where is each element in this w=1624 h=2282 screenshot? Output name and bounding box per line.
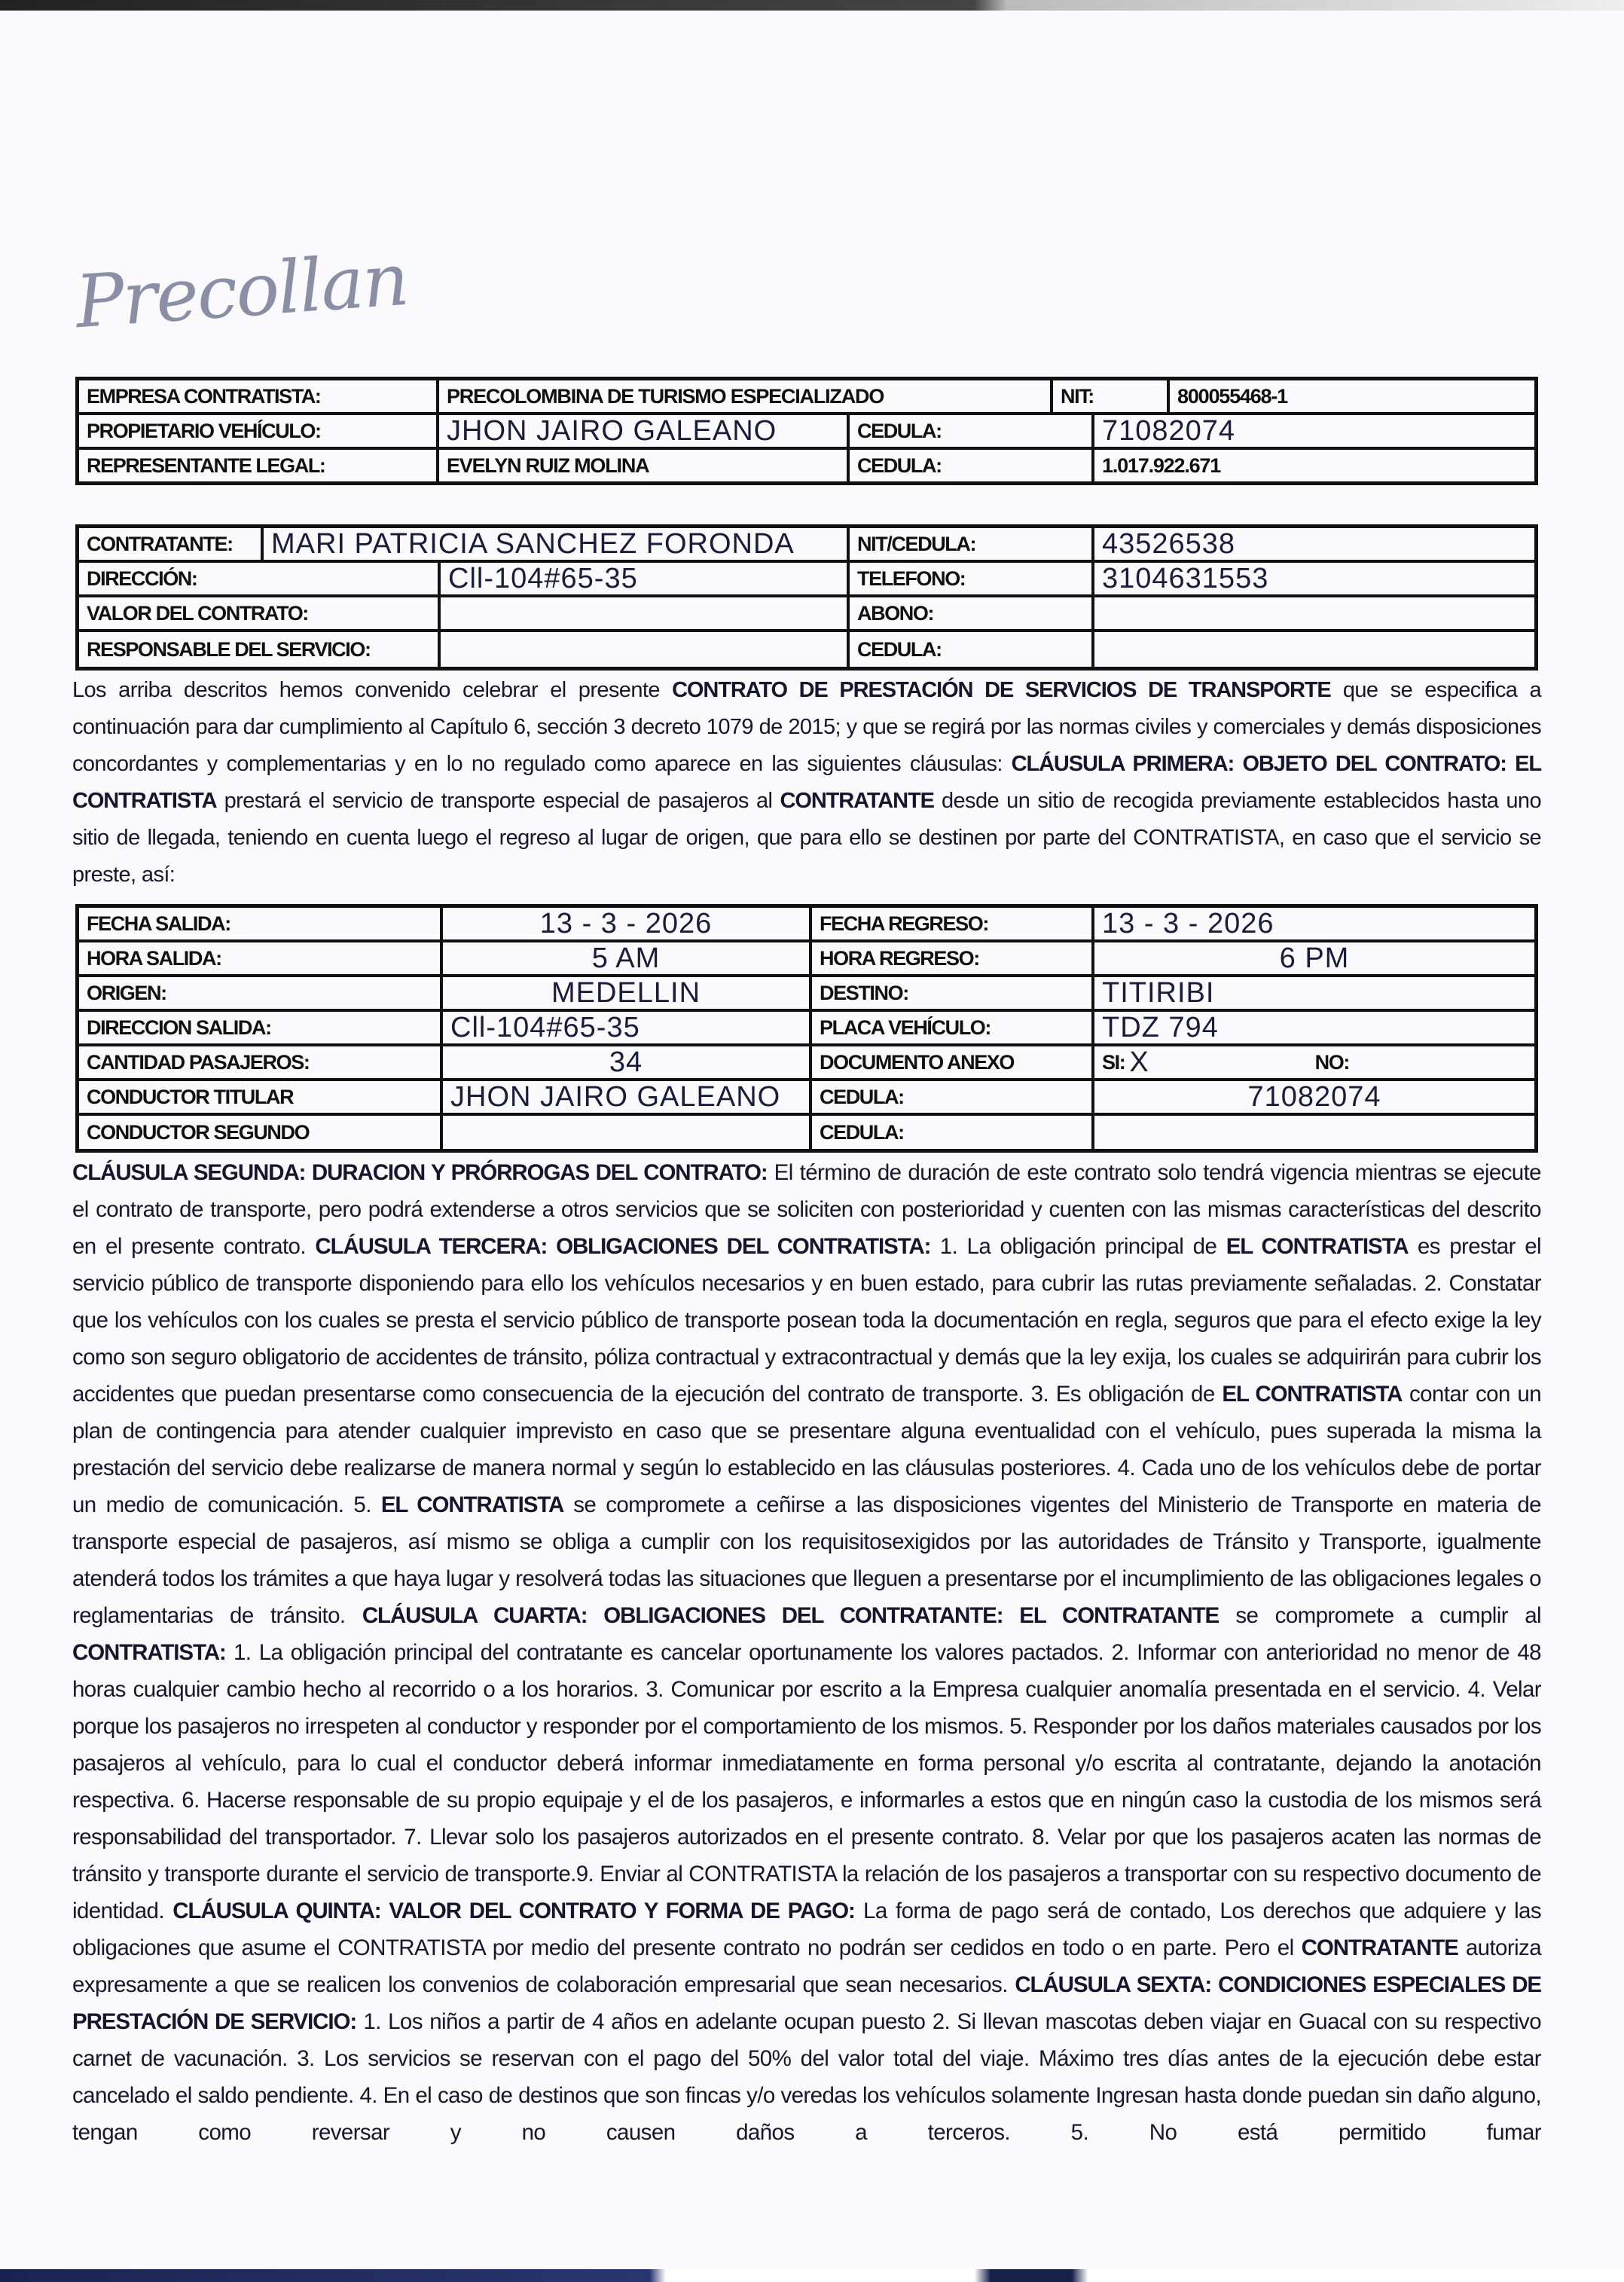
trip-table	[75, 904, 1538, 1153]
scan-top-edge	[0, 0, 1624, 11]
placa-label: PLACA VEHÍCULO:	[812, 1012, 1094, 1043]
pasajeros-value: 34	[443, 1046, 812, 1078]
row-direccion-salida	[79, 1012, 1534, 1046]
representante-value: EVELYN RUIZ MOLINA	[439, 450, 850, 481]
row-direccion	[79, 563, 1534, 597]
scan-bottom-edge	[0, 2269, 1624, 2282]
text-run: se compromete a ceñirse a las disposiciones vigentes del Ministerio de Transporte en materia de transporte especial de pasajeros, así mismo se obliga a cumplir con los requisitosexigidos por las autoridades de Tránsito y Transporte, igualmente atenderá todos los trámites a que haya lugar y resolverá todas las situaciones que lleguen a presentarse por el incumplimiento de las obligaciones legales o reglamentarias de tránsito.	[72, 1492, 1541, 1628]
conductor-titular-value: JHON JAIRO GALEANO	[443, 1081, 812, 1113]
text-run: 1. La obligación principal de	[930, 1234, 1226, 1259]
text-run: 1. Los niños a partir de 4 años en adelante ocupan puesto 2. Si llevan mascotas deben viajar en Guacal con su respectivo carnet de vacunación. 3. Los servicios se reservan con el pago del 50% del valor total del viaje. Máximo tres días antes de la ejecución debe estar cancelado el saldo pendiente. 4. En el caso de destinos que son fincas y/o veredas los vehículos solamente Ingresan hasta donde puedan sin daño alguno, tengan como reversar y no causen daños a terceros. 5. No está permitido fumar	[72, 2009, 1541, 2145]
bold-text-run: CONTRATISTA:	[72, 1640, 226, 1665]
company-table	[75, 377, 1538, 485]
row-contratante	[79, 528, 1534, 563]
text-run: que se especifica a continuación para dar cumplimiento al Capítulo 6, sección 3 decreto 1079 de 2015; y que se regirá por las normas civiles y comerciales y demás disposiciones concordantes y complementarias y en lo no regulado como aparece en las siguientes cláusulas:	[72, 678, 1541, 776]
contratante-value: MARI PATRICIA SANCHEZ FORONDA	[264, 528, 850, 560]
text-run: prestará el servicio de transporte especial de pasajeros al	[216, 789, 780, 813]
bold-text-run: CLÁUSULA TERCERA: OBLIGACIONES DEL CONTRATISTA:	[315, 1234, 931, 1259]
text-run: es prestar el servicio público de transporte disponiendo para ello los vehículos necesarios y en buen estado, para cubrir las rutas previamente señaladas. 2. Constatar que los vehículos con los cuales se presta el servicio público de transporte posean toda la documentación en regla, seguros que para el efecto exige la ley como son seguro obligatorio de accidentes de tránsito, póliza contractual y extracontractual y demás que la ley exija, los cuales se adquirirán para cubrir los accidentes que puedan presentarse como consecuencia de la ejecución del contrato de transporte. 3. Es obligación de	[72, 1234, 1541, 1407]
representante-label: REPRESENTANTE LEGAL:	[79, 450, 439, 481]
bold-text-run: CONTRATANTE	[780, 789, 934, 813]
responsable-cedula-value	[1094, 632, 1534, 667]
telefono-value: 3104631553	[1102, 563, 1269, 594]
bold-text-run: CLÁUSULA PRIMERA: OBJETO DEL CONTRATO: EL CONTRATISTA	[72, 752, 1541, 813]
bold-text-run: EL CONTRATISTA	[1222, 1382, 1403, 1407]
nit-label: NIT:	[1053, 380, 1170, 412]
hora-regreso-label: HORA REGRESO:	[812, 942, 1094, 974]
intro-paragraph	[72, 672, 1541, 894]
text-run: se compromete a cumplir al	[1219, 1603, 1541, 1628]
bold-text-run: EL CONTRATISTA	[1226, 1234, 1409, 1259]
origen-label: ORIGEN:	[79, 977, 443, 1009]
text-run: autoriza expresamente a que se realicen los convenios de colaboración empresarial que sean necesarios.	[72, 1935, 1541, 1997]
propietario-cedula-value: 71082074	[1102, 415, 1236, 447]
conductor-titular-label: CONDUCTOR TITULAR	[79, 1081, 443, 1113]
contratante-label: CONTRATANTE:	[79, 528, 264, 560]
propietario-cedula-label: CEDULA:	[850, 415, 1094, 447]
bold-text-run: CLÁUSULA SEGUNDA: DURACION Y PRÓRROGAS DEL CONTRATO:	[72, 1160, 768, 1185]
direccion-salida-value: Cll-104#65-35	[443, 1012, 812, 1043]
nit-cedula-label: NIT/CEDULA:	[850, 528, 1094, 560]
origen-value: MEDELLIN	[443, 977, 812, 1009]
conductor-titular-cedula-label: CEDULA:	[812, 1081, 1094, 1113]
row-pasajeros	[79, 1046, 1534, 1081]
hora-salida-value: 5 AM	[443, 942, 812, 974]
row-hora	[79, 942, 1534, 977]
text-run: desde un sitio de recogida previamente establecidos hasta uno sitio de llegada, teniendo en cuenta luego el regreso al lugar de origen, que para ello se destinen por parte del CONTRATISTA, en caso que el servicio se preste, así:	[72, 789, 1541, 887]
si-label: SI:	[1102, 1050, 1125, 1074]
nit-value: 800055468-1	[1177, 384, 1287, 408]
bold-text-run: CLÁUSULA SEXTA: CONDICIONES ESPECIALES DE PRESTACIÓN DE SERVICIO:	[72, 1972, 1541, 2034]
valor-label: VALOR DEL CONTRATO:	[79, 597, 441, 629]
row-origen	[79, 977, 1534, 1012]
abono-label: ABONO:	[850, 597, 1094, 629]
fecha-regreso-value: 13 - 3 - 2026	[1102, 908, 1274, 939]
fecha-salida-value: 13 - 3 - 2026	[443, 908, 812, 939]
telefono-label: TELEFONO:	[850, 563, 1094, 594]
no-label: NO:	[1314, 1050, 1349, 1074]
bold-text-run: CONTRATO DE PRESTACIÓN DE SERVICIOS DE TRANSPORTE	[672, 678, 1331, 702]
pasajeros-label: CANTIDAD PASAJEROS:	[79, 1046, 443, 1078]
conductor-titular-cedula-value: 71082074	[1247, 1081, 1381, 1113]
row-valor	[79, 597, 1534, 632]
direccion-value: Cll-104#65-35	[441, 563, 850, 594]
conductor-segundo-label: CONDUCTOR SEGUNDO	[79, 1116, 443, 1149]
document-body	[72, 377, 1541, 2151]
hora-salida-label: HORA SALIDA:	[79, 942, 443, 974]
propietario-label: PROPIETARIO VEHÍCULO:	[79, 415, 439, 447]
bold-text-run: EL CONTRATISTA	[380, 1492, 564, 1517]
representante-cedula-label: CEDULA:	[850, 450, 1094, 481]
row-representante	[79, 450, 1534, 481]
nit-cedula-value: 43526538	[1102, 528, 1236, 560]
conductor-segundo-value	[443, 1116, 812, 1149]
documento-anexo-options	[1094, 1046, 1534, 1078]
row-responsable	[79, 632, 1534, 667]
text-run: El término de duración de este contrato solo tendrá vigencia mientras se ejecute el contrato de transporte, pero podrá extenderse a otros servicios que se soliciten con posterioridad y cuenten con las mismas características del descrito en el presente contrato.	[72, 1160, 1541, 1259]
fecha-regreso-label: FECHA REGRESO:	[812, 908, 1094, 939]
si-mark: X	[1129, 1046, 1149, 1078]
propietario-value: JHON JAIRO GALEANO	[439, 415, 850, 447]
placa-value: TDZ 794	[1102, 1012, 1219, 1043]
bold-text-run: CLÁUSULA CUARTA: OBLIGACIONES DEL CONTRATANTE: EL CONTRATANTE	[362, 1603, 1220, 1628]
clauses-paragraph	[72, 1154, 1541, 2151]
valor-value	[441, 597, 850, 629]
text-run: Los arriba descritos hemos convenido celebrar el presente	[72, 678, 673, 702]
empresa-value: PRECOLOMBINA DE TURISMO ESPECIALIZADO	[439, 380, 1053, 412]
row-empresa	[79, 380, 1534, 415]
direccion-label: DIRECCIÓN:	[79, 563, 441, 594]
row-propietario	[79, 415, 1534, 450]
company-logo: Precollan	[72, 237, 411, 345]
destino-value: TITIRIBI	[1102, 977, 1215, 1009]
text-run: contar con un plan de contingencia para atender cualquier imprevisto en caso que se presentare alguna eventualidad con el vehículo, pues superada la misma la prestación del servicio debe realizarse de manera normal y según lo establecido en las cláusulas posteriores. 4. Cada uno de los vehículos debe de portar un medio de comunicación. 5.	[72, 1382, 1542, 1517]
documento-anexo-label: DOCUMENTO ANEXO	[812, 1046, 1094, 1078]
text-run: 1. La obligación principal del contratante es cancelar oportunamente los valores pactados. 2. Informar con anterioridad no menor de 48 horas cualquier cambio hecho al recorrido o a los horarios. 3. Comunicar por escrito a la Empresa cualquier anomalía presentada en el servicio. 4. Velar porque los pasajeros no irrespeten al conductor y responder por el comportamiento de los mismos. 5. Responder por los daños materiales causados por los pasajeros al vehículo, para lo cual el conductor deberá informar inmediatamente en forma personal y/o escrita al contratante, dejando la anotación respectiva. 6. Hacerse responsable de su propio equipaje y el de los pasajeros, e informarles a estos que en ningún caso la custodia de los mismos será responsabilidad del transportador. 7. Llevar solo los pasajeros autorizados en el presente contrato. 8. Velar por que los pasajeros acaten las normas de tránsito y transporte durante el servicio de transporte.9. Enviar al CONTRATISTA la relación de los pasajeros a transportar con su respectivo documento de identidad.	[72, 1640, 1541, 1923]
empresa-label: EMPRESA CONTRATISTA:	[79, 380, 439, 412]
responsable-cedula-label: CEDULA:	[850, 632, 1094, 667]
client-table	[75, 524, 1538, 671]
row-conductor-segundo	[79, 1116, 1534, 1149]
fecha-salida-label: FECHA SALIDA:	[79, 908, 443, 939]
responsable-label: RESPONSABLE DEL SERVICIO:	[79, 632, 441, 667]
abono-value	[1094, 597, 1534, 629]
row-fecha	[79, 908, 1534, 942]
responsable-value	[441, 632, 850, 667]
row-conductor-titular	[79, 1081, 1534, 1116]
destino-label: DESTINO:	[812, 977, 1094, 1009]
representante-cedula-value: 1.017.922.671	[1102, 454, 1221, 477]
bold-text-run: CONTRATANTE	[1301, 1935, 1458, 1960]
bold-text-run: CLÁUSULA QUINTA: VALOR DEL CONTRATO Y FORMA DE PAGO:	[172, 1899, 855, 1923]
conductor-segundo-cedula-value	[1094, 1116, 1534, 1149]
hora-regreso-value: 6 PM	[1279, 942, 1350, 974]
text-run: La forma de pago será de contado, Los derechos que adquiere y las obligaciones que asume el CONTRATISTA por medio del presente contrato no podrán ser cedidos en todo o en parte. Pero el	[72, 1899, 1541, 1960]
direccion-salida-label: DIRECCION SALIDA:	[79, 1012, 443, 1043]
conductor-segundo-cedula-label: CEDULA:	[812, 1116, 1094, 1149]
